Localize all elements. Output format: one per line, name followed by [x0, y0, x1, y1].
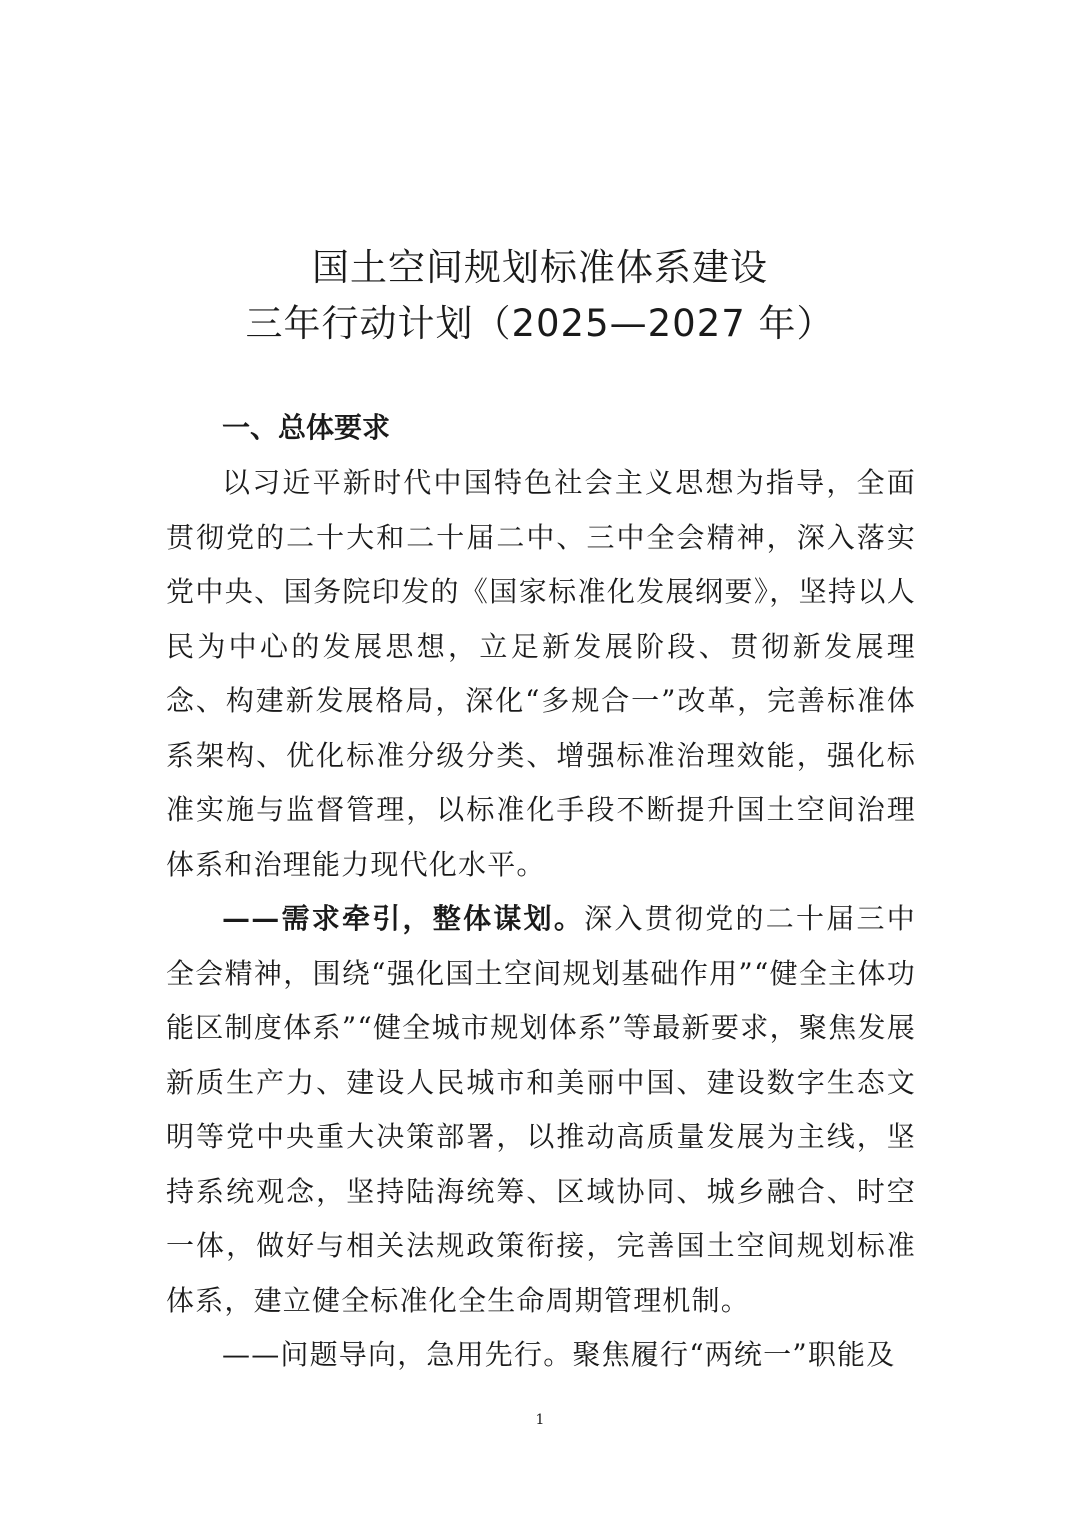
document-title: [0, 240, 1080, 352]
paragraph-3: [166, 1328, 916, 1383]
paragraph-1: [166, 456, 916, 892]
paragraph-2: [166, 892, 916, 1328]
paragraph-1-text: 以习近平新时代中国特色社会主义思想为指导，全面贯彻党的二十大和二十届二中、三中全会精神，深入落实党中央、国务院印发的《国家标准化发展纲要》，坚持以人民为中心的发展思想，立足新发展阶段、贯彻新发展理念、构建新发展格局，深化“多规合一”改革，完善标准体系架构、优化标准分级分类、增强标准治理效能，强化标准实施与监督管理，以标准化手段不断提升国土空间治理体系和治理能力现代化水平。: [166, 466, 916, 881]
paragraph-2-text: 深入贯彻党的二十届三中全会精神，围绕“强化国土空间规划基础作用”“健全主体功能区制度体系”“健全城市规划体系”等最新要求，聚焦发展新质生产力、建设人民城市和美丽中国、建设数字生态文明等党中央重大决策部署，以推动高质量发展为主线，坚持系统观念，坚持陆海统筹、区域协同、城乡融合、时空一体，做好与相关法规政策衔接，完善国土空间规划标准体系，建立健全标准化全生命周期管理机制。: [166, 902, 917, 1317]
paragraph-2-lead: ——需求牵引，整体谋划。: [222, 902, 585, 935]
section-heading: 一、总体要求: [222, 411, 391, 444]
title-line-1: 国土空间规划标准体系建设: [312, 246, 768, 289]
title-line-2: 三年行动计划（2025—2027 年）: [245, 302, 835, 345]
paragraph-3-text: ——问题导向，急用先行。聚焦履行“两统一”职能及: [222, 1338, 896, 1371]
document-body: [166, 400, 916, 1383]
page-number: 1: [535, 1412, 545, 1428]
